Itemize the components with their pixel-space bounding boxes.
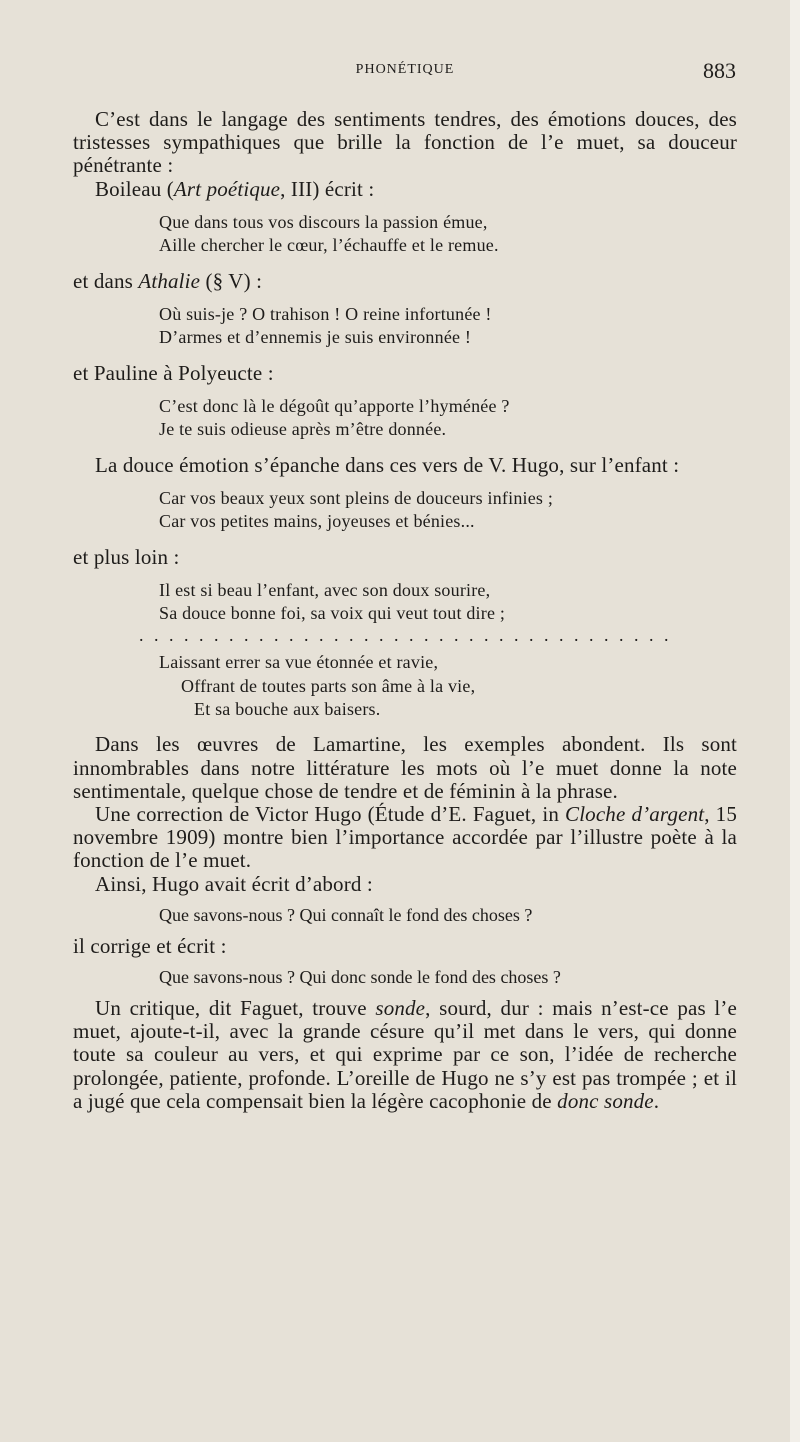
paragraph-pauline: et Pauline à Polyeucte : [73, 360, 274, 385]
paragraph-athalie [73, 270, 737, 293]
verse-line: Que dans tous vos discours la passion émue, [159, 211, 488, 232]
verse-original: Que savons-nous ? Qui connaît le fond des choses ? [159, 904, 533, 925]
verse-line: Car vos petites mains, joyeuses et bénies... [159, 511, 475, 532]
verse-line: D’armes et d’ennemis je suis environnée ! [159, 327, 472, 348]
verse-enfant-suite [139, 579, 737, 721]
page-number: 883 [703, 58, 736, 83]
verse-line: Où suis-je ? O trahison ! O reine infortunée ! [159, 303, 492, 324]
verse-polyeucte [159, 395, 737, 442]
verse-line: Aille chercher le cœur, l’échauffe et le remue. [159, 235, 499, 256]
running-title: PHONÉTIQUE [355, 62, 455, 77]
verse-line: Je te suis odieuse après m’être donnée. [159, 419, 447, 440]
text-span: , 15 novembre 1909) montre bien l’importance accordée par l’illustre poète à la fonction de l’e muet. [73, 801, 737, 873]
verse-line: Car vos beaux yeux sont pleins de douceurs infinies ; [159, 487, 554, 508]
title-italic: Athalie [138, 268, 201, 293]
verse-line: Et sa bouche aux baisers. [194, 698, 381, 719]
text-span: Boileau ( [95, 176, 174, 201]
text-span: , III) écrit : [280, 176, 375, 201]
verse-line: Offrant de toutes parts son âme à la vie, [181, 675, 476, 696]
title-italic: Cloche d’argent [565, 801, 705, 826]
text-span: . [653, 1088, 660, 1113]
paragraph-lamartine: Dans les œuvres de Lamartine, les exemples abondent. Ils sont innombrables dans notre littérature les mots où l’e muet donne la note sentimentale, quelque chose de tendre et de féminin à la phrase. [73, 732, 737, 803]
paragraph-intro: C’est dans le langage des sentiments tendres, des émotions douces, des tristesses sympathiques que brille la fonction de l’e muet, sa douceur pénétrante : [73, 107, 737, 178]
running-head [0, 58, 800, 88]
verse-line: Il est si beau l’enfant, avec son doux sourire, [159, 579, 491, 600]
word-italic: sonde [375, 995, 426, 1020]
verse-line: Sa douce bonne foi, sa voix qui veut tout dire ; [159, 603, 506, 624]
page-edge [790, 0, 800, 1442]
paragraph-corrige: il corrige et écrit : [73, 933, 227, 958]
text-span: et dans [73, 268, 139, 293]
paragraph-critique [73, 997, 737, 1113]
title-italic: Art poétique [173, 176, 281, 201]
paragraph-plus-loin: et plus loin : [73, 544, 180, 569]
verse-athalie [159, 303, 737, 350]
paragraph-boileau [73, 178, 737, 201]
verse-line: Laissant errer sa vue étonnée et ravie, [159, 652, 439, 673]
verse-corrected: Que savons-nous ? Qui donc sonde le fond des choses ? [159, 966, 561, 987]
phrase-italic: donc sonde [557, 1088, 654, 1113]
verse-boileau [159, 211, 737, 258]
paragraph-correction [73, 803, 737, 873]
paragraph-ainsi: Ainsi, Hugo avait écrit d’abord : [95, 871, 373, 896]
verse-line: C’est donc là le dégoût qu’apporte l’hyménée ? [159, 395, 510, 416]
text-span: Un critique, dit Faguet, trouve [95, 995, 376, 1020]
page-body [73, 108, 737, 1113]
text-span: , sourd, dur : mais n’est-ce pas l’e muet, ajoute-t-il, avec la grande césure qu’il met dans le vers, qui donne toute sa couleur au vers, et qui exprime par ce son, l’idée de recherche prolongée, patiente, profonde. L’oreille de Hugo ne s’y est pas trompée ; et il a jugé que cela compensait bien la légère cacophonie de [73, 995, 737, 1113]
paragraph-hugo-enfant: La douce émotion s’épanche dans ces vers de V. Hugo, sur l’enfant : [95, 452, 680, 477]
ellipsis-dots: . . . . . . . . . . . . . . . . . . . . . . . . . . . . . . . . . . . . [139, 624, 672, 645]
text-span: (§ V) : [200, 268, 263, 293]
text-span: Une correction de Victor Hugo (Étude d’E. Faguet, in [95, 801, 566, 826]
verse-enfant [159, 487, 737, 534]
